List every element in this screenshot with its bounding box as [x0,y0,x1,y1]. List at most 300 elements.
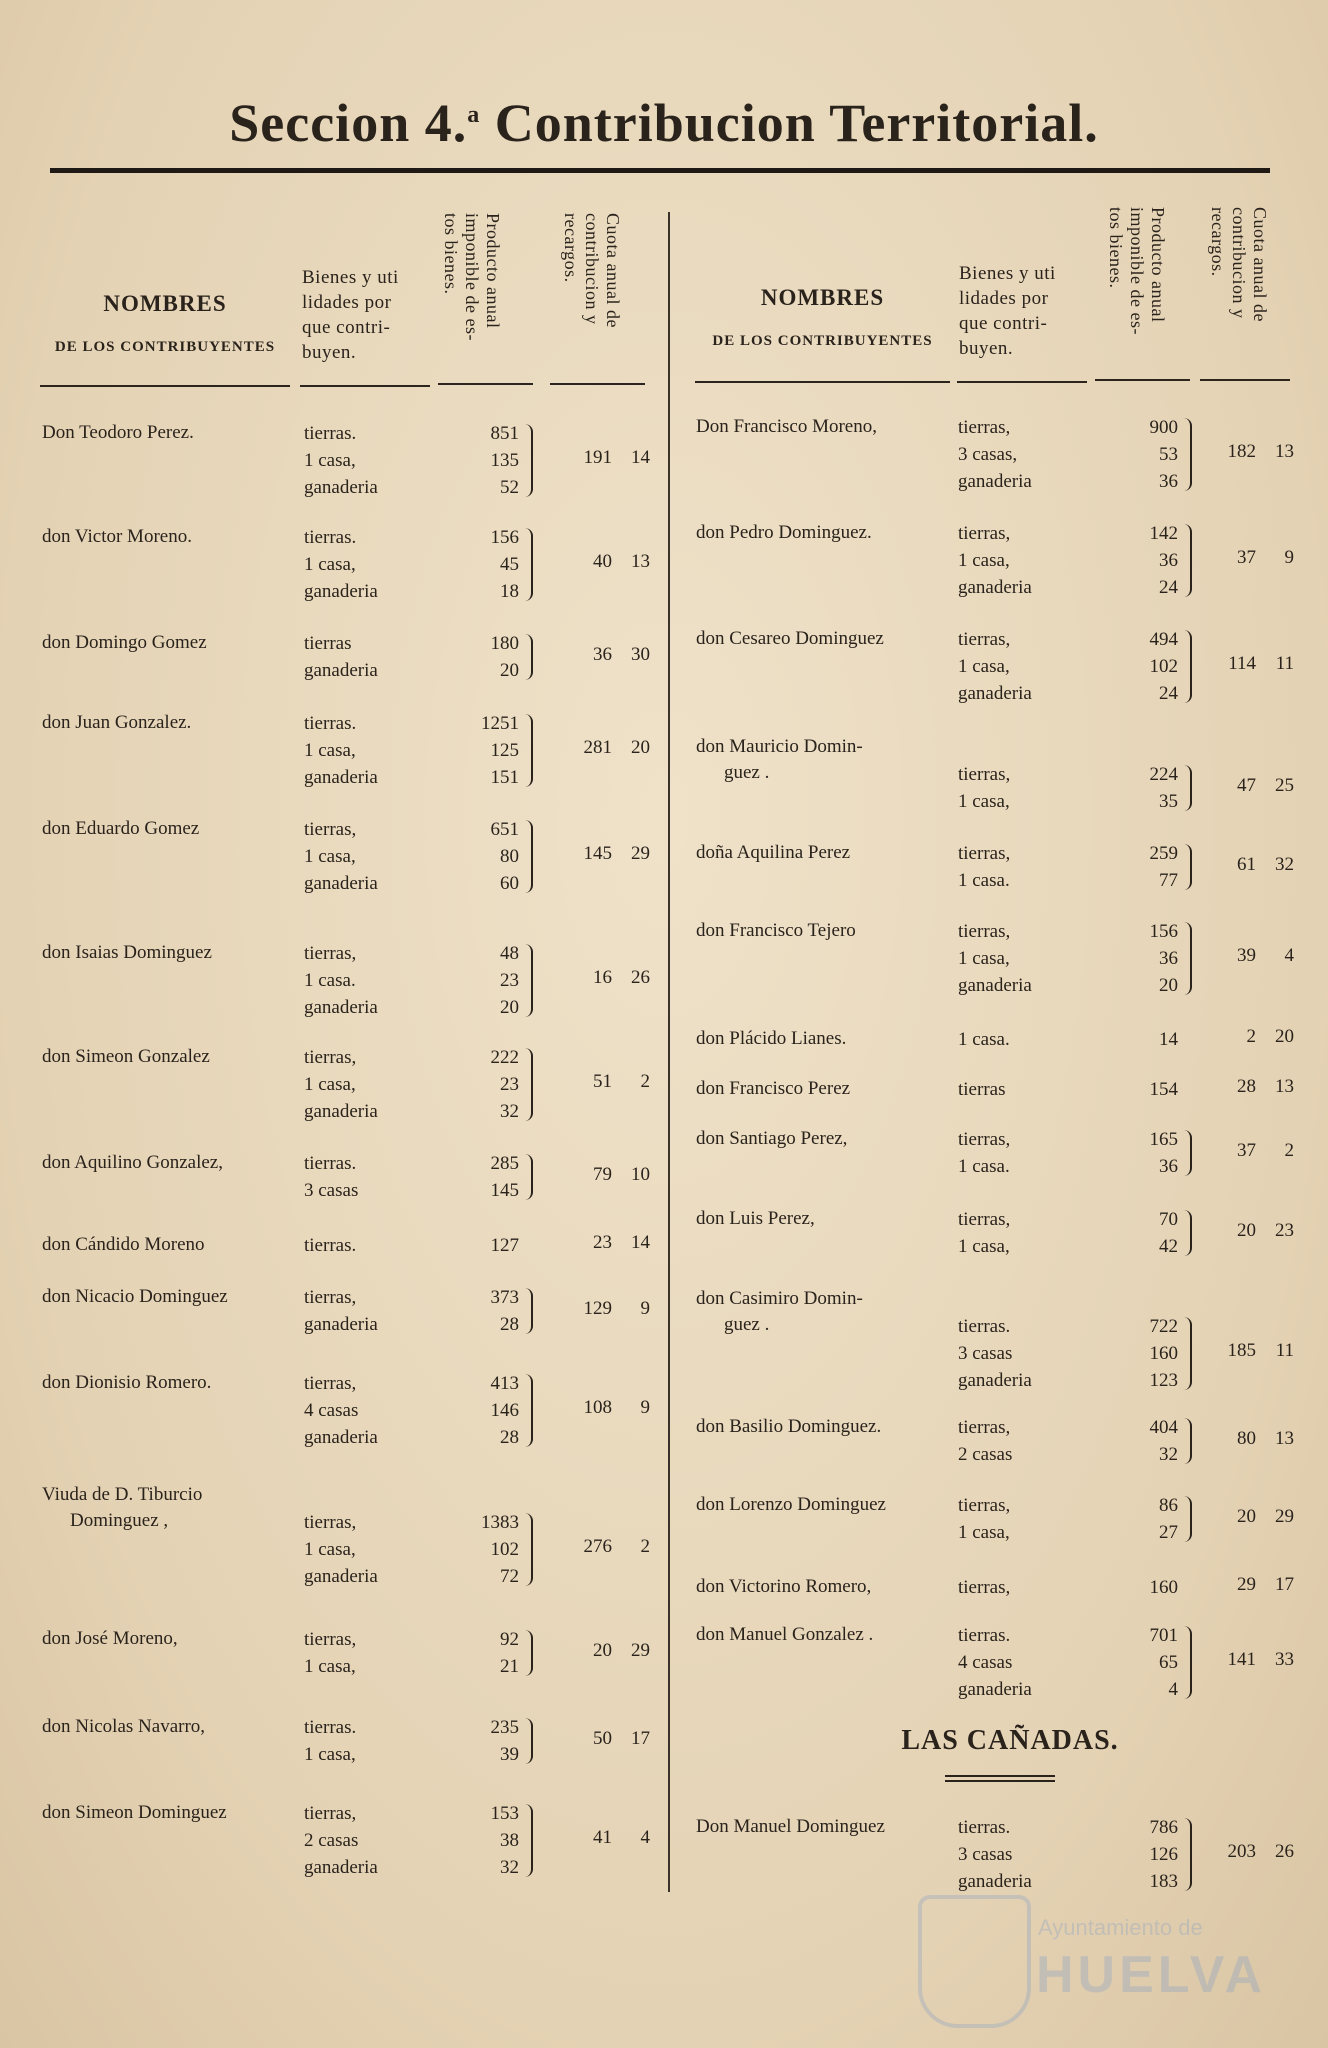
cuota-reales: 36 [593,643,612,665]
cuota-value [1206,1428,1294,1450]
header-underline [695,381,950,383]
contributor-name-line: Viuda de D. Tiburcio [42,1484,203,1505]
goods-item: 3 casas, [958,444,1018,465]
goods-item: tierras, [958,417,1011,438]
bracket-brace [523,1718,533,1764]
contributor-name-line: don Manuel Gonzalez . [696,1624,874,1645]
header-cuota-line: Cuota anual de [603,213,623,328]
goods-item: tierras, [958,1577,1011,1598]
producto-values [447,420,519,501]
goods-item: tierras, [958,1417,1011,1438]
header-underline [438,383,533,385]
header-producto-line: imponible de es- [1127,207,1147,335]
header-underline [1200,379,1290,381]
cuota-reales: 281 [583,737,612,758]
contributor-name [696,1814,956,1840]
contributor-name [696,1414,956,1440]
contributor-name-line: Don Francisco Moreno, [696,416,877,437]
cuota-value [562,1071,650,1093]
cuota-maravedis: 9 [640,1297,650,1319]
cuota-value [1206,775,1294,797]
producto-value: 38 [500,1830,519,1851]
bracket-brace [523,1804,533,1877]
cuota-maravedis: 26 [1275,1841,1294,1862]
bracket-brace [523,1513,533,1586]
producto-values [1106,1206,1178,1260]
producto-values [447,710,519,791]
contributor-name-line: don Cesareo Dominguez [696,628,884,649]
goods-list [958,1206,1010,1260]
producto-value: 180 [490,633,519,654]
contributor-name-line: don Mauricio Domin- [696,736,863,757]
goods-list [958,918,1032,999]
contributor-name [42,1150,302,1176]
producto-value: 32 [500,1101,519,1122]
header-goods-line: Bienes y uti [302,267,399,288]
producto-value: 404 [1149,1417,1178,1438]
producto-value: 39 [500,1744,519,1765]
goods-list [304,1284,378,1338]
producto-values [1106,1814,1178,1895]
title-heading: Contribucion Territorial. [494,93,1099,153]
header-producto-line: imponible de es- [462,213,482,341]
goods-item: tierras, [304,1373,357,1394]
contributor-name-line: guez . [724,1314,770,1335]
contributor-name [42,630,302,656]
producto-values [1106,918,1178,999]
cuota-reales: 37 [1237,547,1256,568]
goods-list [304,1150,358,1204]
contributor-name-line: don Casimiro Domin- [696,1288,863,1309]
goods-item: tierras, [958,843,1011,864]
contributor-name [42,1626,302,1652]
goods-item: tierras, [958,629,1011,650]
goods-list [958,1574,1010,1601]
goods-item: tierras, [958,1209,1011,1230]
cuota-value [562,1232,650,1254]
cuota-reales: 61 [1237,853,1256,875]
producto-values [1106,1076,1178,1103]
contributor-name-line: don Cándido Moreno [42,1234,205,1255]
title-section: Seccion 4. [229,93,468,153]
goods-item: 4 casas [958,1652,1013,1673]
bracket-brace [523,528,533,601]
goods-list [958,414,1032,495]
producto-values [447,1509,519,1590]
goods-item: ganaderia [304,873,378,894]
producto-value: 224 [1149,764,1178,785]
goods-item: tierras. [304,423,357,444]
producto-value: 102 [1149,656,1178,677]
producto-values [1106,1622,1178,1703]
header-names-subtitle: DE LOS CONTRIBUYENTES [712,333,933,349]
header-underline [40,385,290,387]
goods-item: tierras, [304,1287,357,1308]
producto-value: 53 [1159,444,1178,465]
goods-item: 1 casa, [958,550,1010,571]
producto-values [447,1800,519,1881]
goods-list [958,1126,1010,1180]
contributor-name-line: don Santiago Perez, [696,1128,848,1149]
producto-values [447,940,519,1021]
contributor-name [696,734,956,786]
producto-value: 102 [490,1539,519,1560]
cuota-maravedis: 2 [640,1071,650,1092]
bracket-brace [523,1288,533,1334]
goods-item: ganaderia [304,767,378,788]
producto-value: 126 [1149,1844,1178,1865]
producto-value: 701 [1149,1625,1178,1646]
goods-item: 1 casa, [304,846,356,867]
goods-item: 2 casas [304,1830,359,1851]
goods-item: tierras. [958,1316,1011,1337]
goods-item: ganaderia [304,1857,378,1878]
cuota-maravedis: 13 [1275,1076,1294,1097]
contributor-name [696,1026,956,1052]
producto-values [447,1714,519,1768]
header-goods [959,261,1056,361]
producto-values [447,524,519,605]
contributor-name-line: don Francisco Tejero [696,920,856,941]
header-producto [440,213,503,383]
goods-item: ganaderia [958,1679,1032,1700]
header-goods-line: lidades por [959,288,1049,309]
producto-values [447,1150,519,1204]
goods-item: 1 casa. [958,870,1010,891]
goods-list [958,1313,1032,1394]
cuota-maravedis: 13 [1275,1427,1294,1449]
contributor-name [42,524,302,550]
cuota-maravedis: 14 [631,1232,650,1253]
contributor-name [696,918,956,944]
goods-item: tierras, [958,764,1011,785]
goods-item: 4 casas [304,1400,359,1421]
goods-item: 1 casa, [958,1522,1010,1543]
contributor-name-line: guez . [724,762,770,783]
cuota-reales: 141 [1227,1649,1256,1670]
cuota-maravedis: 11 [1275,1340,1294,1361]
contributor-name-line: Dominguez , [70,1510,169,1531]
goods-item: ganaderia [304,997,378,1018]
goods-item: tierras [304,633,352,654]
city-seal-icon [918,1895,1031,2028]
contributor-name-line: don Simeon Gonzalez [42,1046,210,1067]
producto-value: 24 [1159,577,1178,598]
cuota-maravedis: 26 [631,967,650,988]
goods-item: 1 casa, [304,450,356,471]
cuota-maravedis: 14 [631,447,650,468]
producto-value: 20 [500,660,519,681]
goods-item: tierras, [304,1629,357,1650]
producto-value: 142 [1149,523,1178,544]
goods-item: ganaderia [304,1566,378,1587]
contributor-name [42,1044,302,1070]
header-names [40,291,290,356]
goods-item: tierras. [304,1235,357,1256]
producto-value: 373 [490,1287,519,1308]
header-goods-line: Bienes y uti [959,263,1056,284]
contributor-name [42,420,302,446]
contributor-name-line: don Aquilino Gonzalez, [42,1152,223,1173]
cuota-reales: 108 [583,1397,612,1418]
cuota-maravedis: 2 [1284,1139,1294,1161]
producto-values [1106,1313,1178,1394]
header-cuota-line: recargos. [561,213,581,283]
goods-item: tierras, [304,819,357,840]
bracket-brace [523,1374,533,1447]
producto-value: 86 [1159,1495,1178,1516]
header-producto-line: Producto anual [1148,207,1168,323]
producto-value: 28 [500,1314,519,1335]
producto-value: 160 [1149,1343,1178,1364]
contributor-name [696,1126,956,1152]
producto-value: 92 [500,1629,519,1650]
watermark-line1: Ayuntamiento de [1038,1915,1203,1940]
cuota-maravedis: 20 [631,737,650,758]
goods-item: ganaderia [304,477,378,498]
bracket-brace [1182,418,1192,491]
producto-values [1106,1492,1178,1546]
goods-item: 1 casa. [958,1156,1010,1177]
cuota-value [1206,1649,1294,1671]
huelva-watermark [918,1895,1267,2025]
bracket-brace [523,1154,533,1200]
header-goods-line: que contri- [302,317,391,338]
header-producto-line: Producto anual [483,213,503,329]
cuota-maravedis: 33 [1275,1649,1294,1670]
header-names-subtitle: DE LOS CONTRIBUYENTES [54,339,276,355]
header-underline [550,383,645,385]
cuota-value [562,1298,650,1320]
cuota-reales: 203 [1227,1841,1256,1862]
goods-item: 1 casa, [304,1539,356,1560]
contributor-name [42,1232,302,1258]
goods-item: 1 casa, [304,1656,356,1677]
header-underline [957,381,1087,383]
cuota-maravedis: 29 [631,843,650,864]
bracket-brace [1182,765,1192,811]
producto-value: 160 [1149,1577,1178,1598]
header-cuota-line: contribucion y [582,213,602,325]
goods-item: ganaderia [958,1370,1032,1391]
contributor-name [696,1206,956,1232]
goods-item: ganaderia [304,581,378,602]
cuota-maravedis: 30 [631,643,650,665]
header-names-title: NOMBRES [760,285,885,310]
contributor-name [696,520,956,546]
producto-values [447,1626,519,1680]
bracket-brace [1182,1626,1192,1699]
bracket-brace [1182,630,1192,703]
producto-value: 20 [1159,975,1178,996]
goods-list [958,1814,1032,1895]
producto-value: 18 [500,581,519,602]
producto-values [447,1232,519,1259]
cuota-reales: 41 [593,1827,612,1848]
cuota-value [1206,653,1294,675]
contributor-name [696,840,956,866]
producto-value: 60 [500,873,519,894]
goods-list [958,520,1032,601]
cuota-value [562,551,650,573]
cuota-value [562,843,650,865]
goods-list [958,840,1010,894]
goods-list [304,816,378,897]
producto-value: 23 [500,1074,519,1095]
goods-item: tierras, [958,921,1011,942]
cuota-value [562,737,650,759]
producto-values [447,1370,519,1451]
cuota-reales: 37 [1237,1139,1256,1161]
goods-list [304,1626,356,1680]
producto-value: 651 [490,819,519,840]
header-producto [1105,207,1168,377]
cuota-reales: 51 [593,1071,612,1092]
contributor-name-line: don Eduardo Gomez [42,818,200,839]
goods-list [304,1044,378,1125]
cuota-value [1206,1340,1294,1362]
producto-value: 413 [490,1373,519,1394]
producto-value: 786 [1149,1817,1178,1838]
goods-item: ganaderia [958,1871,1032,1892]
goods-item: 1 casa, [304,1744,356,1765]
cuota-value [562,447,650,469]
cuota-maravedis: 4 [1284,945,1294,966]
goods-list [304,420,378,501]
cuota-maravedis: 13 [1275,441,1294,462]
contributor-name-line: don Francisco Perez [696,1078,851,1099]
goods-item: ganaderia [958,577,1032,598]
producto-value: 151 [490,767,519,788]
goods-list [958,1414,1012,1468]
header-goods-line: buyen. [302,342,357,363]
producto-value: 123 [1149,1370,1178,1391]
cuota-reales: 185 [1227,1340,1256,1361]
producto-value: 65 [1159,1652,1178,1673]
cuota-reales: 40 [593,551,612,572]
contributor-name-line: don Basilio Dominguez. [696,1416,882,1437]
bracket-brace [523,714,533,787]
producto-values [1106,1574,1178,1601]
producto-value: 70 [1159,1209,1178,1230]
producto-value: 36 [1159,948,1178,969]
goods-item: tierras, [304,1047,357,1068]
contributor-name [42,1714,302,1740]
goods-item: 1 casa, [958,656,1010,677]
cuota-reales: 145 [583,843,612,864]
header-cuota-line: contribucion y [1229,207,1249,319]
goods-item: tierras. [304,713,357,734]
contributor-name [42,1800,302,1826]
right-column-header [695,205,1295,385]
cuota-value [1206,1076,1294,1098]
contributor-name [696,1286,956,1338]
cuota-value [1206,1220,1294,1242]
contributor-name-line: don Isaias Dominguez [42,942,212,963]
goods-list [304,524,378,605]
title-superscript: a [467,102,481,128]
goods-item: 1 casa, [304,740,356,761]
cuota-maravedis: 9 [1284,547,1294,568]
producto-value: 77 [1159,870,1178,891]
contributor-name [42,1482,302,1534]
cuota-maravedis: 17 [1275,1574,1294,1595]
header-goods [302,265,399,365]
cuota-reales: 276 [583,1536,612,1557]
producto-values [447,1284,519,1338]
cuota-reales: 114 [1228,653,1256,674]
goods-list [958,1026,1010,1053]
producto-value: 235 [490,1717,519,1738]
contributor-name [42,710,302,736]
producto-value: 285 [490,1153,519,1174]
producto-value: 154 [1149,1079,1178,1100]
producto-values [447,1044,519,1125]
cuota-maravedis: 32 [1275,853,1294,875]
cuota-value [1206,1026,1294,1048]
bracket-brace [1182,1496,1192,1542]
left-column-header [40,205,660,385]
goods-item: tierras, [958,523,1011,544]
header-cuota [1207,207,1270,377]
cuota-reales: 20 [593,1639,612,1661]
bracket-brace [523,424,533,497]
producto-values [1106,840,1178,894]
goods-item: tierras, [958,1495,1011,1516]
goods-list [304,940,378,1021]
producto-value: 145 [490,1180,519,1201]
cuota-value [562,1827,650,1849]
cuota-maravedis: 25 [1275,774,1294,796]
cuota-maravedis: 4 [640,1827,650,1848]
goods-item: ganaderia [958,471,1032,492]
header-underline [300,385,430,387]
goods-item: tierras, [958,1129,1011,1150]
producto-value: 851 [490,423,519,444]
goods-list [958,626,1032,707]
column-divider [668,212,670,1892]
cuota-value [562,1640,650,1662]
cuota-reales: 80 [1237,1427,1256,1449]
producto-values [1106,1026,1178,1053]
goods-item: tierras, [304,1512,357,1533]
cuota-maravedis: 9 [640,1397,650,1418]
cuota-reales: 20 [1237,1219,1256,1241]
cuota-value [562,1397,650,1419]
cuota-value [1206,854,1294,876]
cuota-value [562,967,650,989]
cuota-maravedis: 23 [1275,1219,1294,1241]
producto-value: 27 [1159,1522,1178,1543]
contributor-name [696,1492,956,1518]
bracket-brace [1182,1210,1192,1256]
cuota-reales: 191 [583,447,612,468]
producto-values [1106,414,1178,495]
cuota-value [562,1536,650,1558]
producto-value: 259 [1149,843,1178,864]
header-names-title: NOMBRES [103,291,227,316]
bracket-brace [523,820,533,893]
contributor-name-line: doña Aquilina Perez [696,842,851,863]
goods-list [304,1232,356,1259]
goods-item: tierras. [304,527,357,548]
producto-value: 32 [1159,1444,1178,1465]
cuota-value [1206,1841,1294,1863]
contributor-name-line: don Luis Perez, [696,1208,815,1229]
cuota-value [1206,547,1294,569]
header-cuota-line: Cuota anual de [1250,207,1270,322]
producto-values [1106,1126,1178,1180]
